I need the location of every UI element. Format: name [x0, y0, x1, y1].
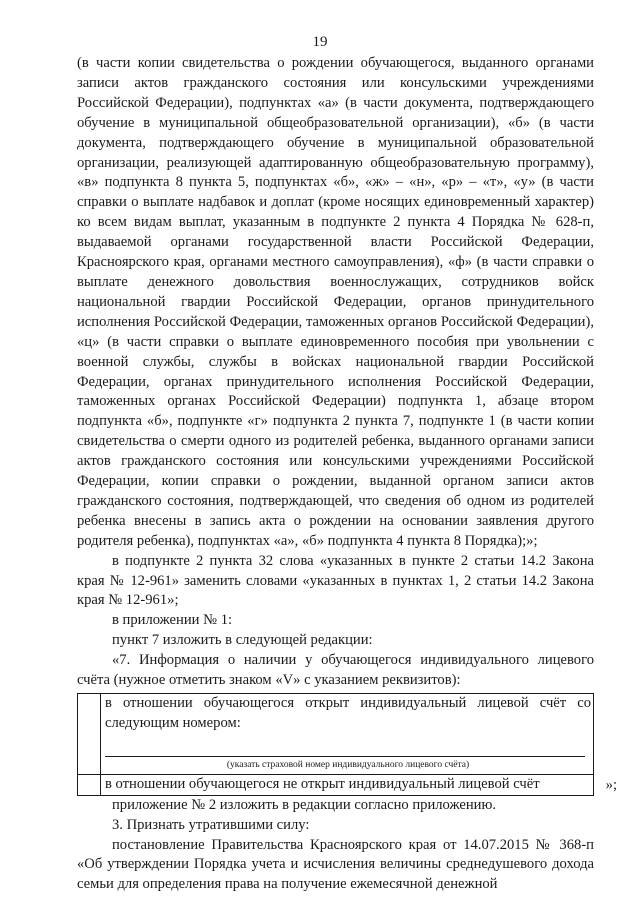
option-opened-text: в отношении обучающегося открыт индивидуальный лицевой счёт со следующим номером: [105, 695, 591, 731]
paragraph-resolution-368: постановление Правительства Красноярского края от 14.07.2015 № 368-п «Об утверждении Порядка учета и исчисления величины среднедушевого дохода семьи для определения права на получение ежемесячной денежной [77, 836, 594, 893]
paragraph-continuation: (в части копии свидетельства о рождении обучающегося, выданного органами записи актов гражданского состояния или консульскими учреждениями Российской Федерации), подпунктах «а» (в части документа, подтверждающего обучение в муниципальной общеобразовательной организации), «б» (в части документа, подтверждающего обучение в муниципальной образовательной организации, реализующей адаптированную общеобразовательную программу), «в» подпункта 8 пункта 5, подпунктах «б», «ж» – «н», «р» – «т», «у» (в части справки о выплате надбавок и доплат (кроме носящих единовременный характер) ко всем видам выплат, указанным в подпункте 2 пункта 4 Порядка № 628-п, выдаваемой органами государственной власти Российской Федерации, Красноярского края, органами местного самоуправления), «ф» (в части справки о выплате денежного довольствия военнослужащих, сотрудников войск национальной гвардии Российской Федерации, органов принудительного исполнения Российской Федерации, таможенных органов Российской Федерации), «ц» (в части справки о выплате единовременного пособия при увольнении с военной службы, службы в войсках национальной гвардии Российской Федерации, органах принудительного исполнения Российской Федерации, таможенных органах Российской Федерации) подпункта 1, абзаце втором подпункта «б», подпункте «г» подпункта 2 пункта 7, подпункте 1 (в части копии свидетельства о смерти одного из родителей ребенка, выданного органами записи актов гражданского состояния или консульскими учреждениями Российской Федерации, копии справки о рождении, выданной органом записи актов гражданского состояния, подтверждающей, что сведения об одном из родителей ребенка внесены в запись акта о рождении на основании заявления другого родителя ребенка), подпунктах «а», «б» подпункта 4 пункта 8 Порядка);»; [77, 55, 594, 549]
checkbox-cell-not-opened[interactable] [78, 774, 101, 795]
table-row [78, 694, 594, 775]
account-number-line [105, 734, 585, 757]
account-number-hint: (указать страховой номер индивидуального лицевого счёта) [226, 759, 470, 770]
paragraph-appendix-1: в приложении № 1: [112, 612, 233, 629]
table-row [78, 774, 594, 795]
document-body [77, 54, 617, 895]
checkbox-cell-opened[interactable] [78, 694, 101, 775]
paragraph-repeal: 3. Признать утратившими силу: [112, 816, 310, 833]
paragraph-point-7: пункт 7 изложить в следующей редакции: [112, 632, 373, 649]
option-not-opened-cell [101, 774, 594, 795]
page-number: 19 [312, 34, 328, 50]
option-not-opened-text: в отношении обучающегося не открыт индивидуальный лицевой счёт [105, 775, 540, 792]
paragraph-appendix-2: приложение № 2 изложить в редакции согласно приложению. [112, 796, 497, 813]
account-info-form [77, 693, 617, 796]
closing-quote: »; [605, 776, 617, 793]
account-info-table [77, 693, 594, 796]
paragraph-amendment-32: в подпункте 2 пункта 32 слова «указанных в пункте 2 статьи 14.2 Закона края № 12-961» заменить словами «указанных в пунктах 1, 2 статьи 14.2 Закона края № 12-961»; [77, 552, 594, 609]
option-opened-cell [101, 694, 594, 775]
paragraph-point-7-text: «7. Информация о наличии у обучающегося индивидуального лицевого счёта (нужное отметить знаком «V» с указанием реквизитов): [77, 652, 594, 689]
